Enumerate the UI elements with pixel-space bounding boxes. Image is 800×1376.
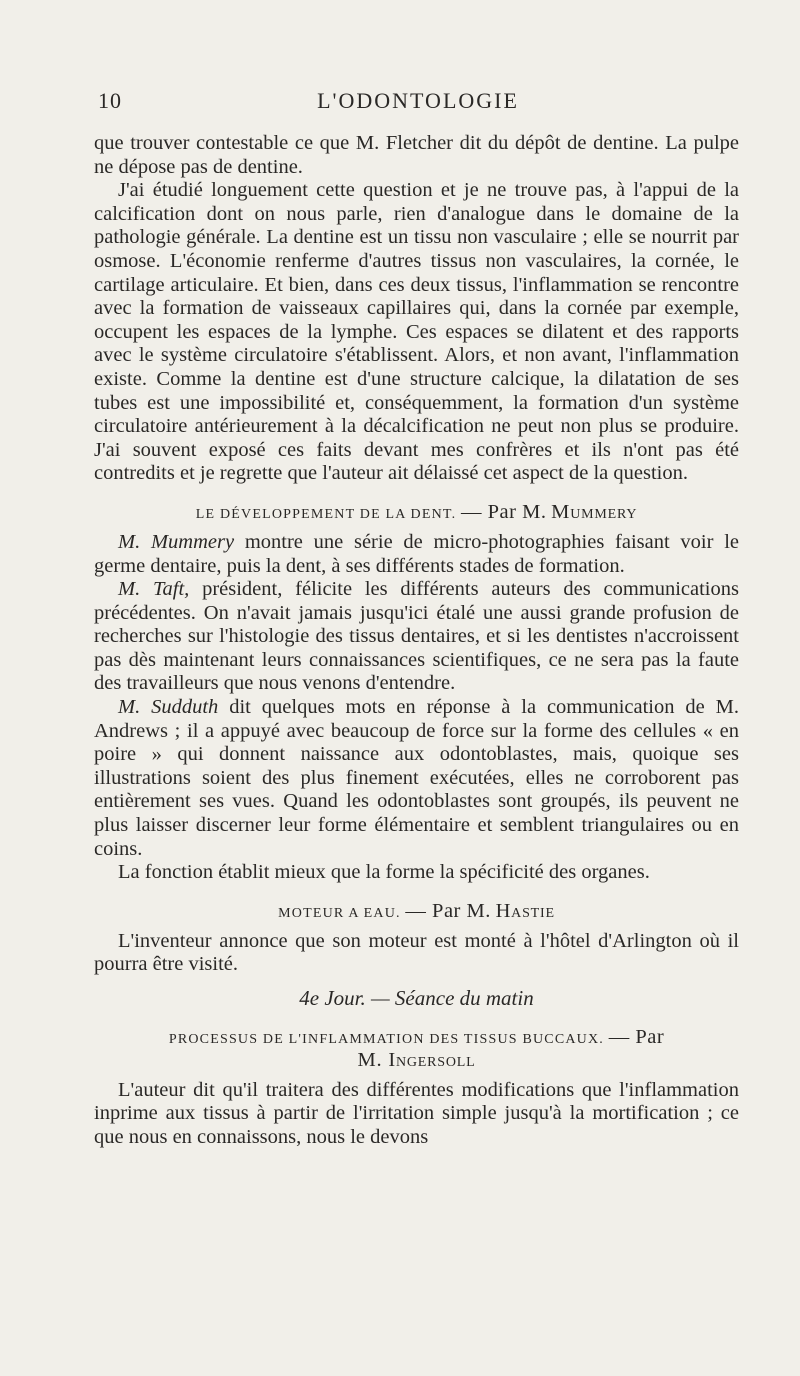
paragraph-text: président, félicite les différents auteurs des communications précédentes. On n'avait jamais jusqu'ici étalé une aussi grande profusion de recherches sur l'histologie des tissus dentaires, et si les dentistes n'accroissent pas dès maintenant leurs connaissances scientifiques, ce ne sera pas la faute des travailleurs que nous venons d'entendre. [94,578,739,695]
section-title: PROCESSUS DE L'INFLAMMATION DES TISSUS BUCCAUX. [168,1031,605,1047]
speaker-name: M. Taft, [118,578,190,601]
section-by: — Par [608,1025,665,1048]
section-heading [94,502,739,525]
paragraph: L'inventeur annonce que son moteur est monté à l'hôtel d'Arlington où il pourra être visité. [94,929,739,976]
section-heading [94,1027,739,1073]
day-heading: 4e Jour. — Séance du matin [299,986,534,1010]
section-author: Hastie [495,899,555,922]
section-author: M. Ingersoll [357,1048,476,1071]
paragraph: La fonction établit mieux que la forme la spécificité des organes. [118,861,650,884]
section-title: LE DÉVELOPPEMENT DE LA DENT. [195,506,457,522]
paragraph [94,696,739,861]
page-number: 10 [98,88,122,113]
speaker-name: M. Sudduth [118,696,219,719]
section-author: Mummery [551,500,638,523]
section-by: — Par M. [405,899,491,922]
section-heading [94,901,739,924]
paragraph-text: montre une série de micro-photographies faisant voir le germe dentaire, puis la dent, à ses différents stades de formation. [94,530,739,577]
paragraph [94,531,739,578]
speaker-name: M. Mummery [118,530,235,553]
paragraph-text: dit quelques mots en réponse à la communication de M. Andrews ; il a appuyé avec beaucoup de force sur la forme des cellules « en poire » qui donnent naissance aux odontoblastes, mais, quoique ses illustrations soient des plus finement exécutées, elles ne corroborent pas entièrement ses vues. Quand les odontoblastes sont groupés, ils peuvent ne plus laisser discerner leur forme élémentaire et semblent triangulaires ou en coins. [94,696,740,860]
page-header [98,88,738,122]
section-title: MOTEUR A EAU. [278,905,401,921]
section-by: — Par M. [461,500,547,523]
body-text [94,132,739,1149]
running-head: L'ODONTOLOGIE [317,88,519,113]
paragraph: que trouver contestable ce que M. Fletcher dit du dépôt de dentine. La pulpe ne dépose pas de dentine. [94,132,739,178]
paragraph [94,578,739,696]
paragraph: J'ai étudié longuement cette question et je ne trouve pas, à l'appui de la calcification dont on nous parle, rien d'analogue dans le domaine de la pathologie générale. La dentine est un tissu non vasculaire ; elle se nourrit par osmose. L'économie renferme d'autres tissus non vasculaires, la cornée, le cartilage articulaire. Et bien, dans ces deux tissus, l'inflammation se rencontre avec la formation de vaisseaux capillaires qui, dans la cornée par exemple, occupent les espaces de la lymphe. Ces espaces se dilatent et des rapports avec le système circulatoire s'établissent. Alors, et non avant, l'inflammation existe. Comme la dentine est d'une structure calcique, la dilatation de ses tubes est une impossibilité et, conséquemment, la formation d'un système circulatoire antérieurement à la décalcification ne peut non plus se produire. J'ai souvent exposé ces faits devant mes confrères et ils n'ont pas été contredits et je regrette que l'auteur ait délaissé cet aspect de la question. [94,179,739,485]
paragraph: L'auteur dit qu'il traitera des différentes modifications que l'inflammation inprime aux tissus à partir de l'irritation simple jusqu'à la mortification ; ce que nous en connaissons, nous le devons [94,1078,739,1148]
